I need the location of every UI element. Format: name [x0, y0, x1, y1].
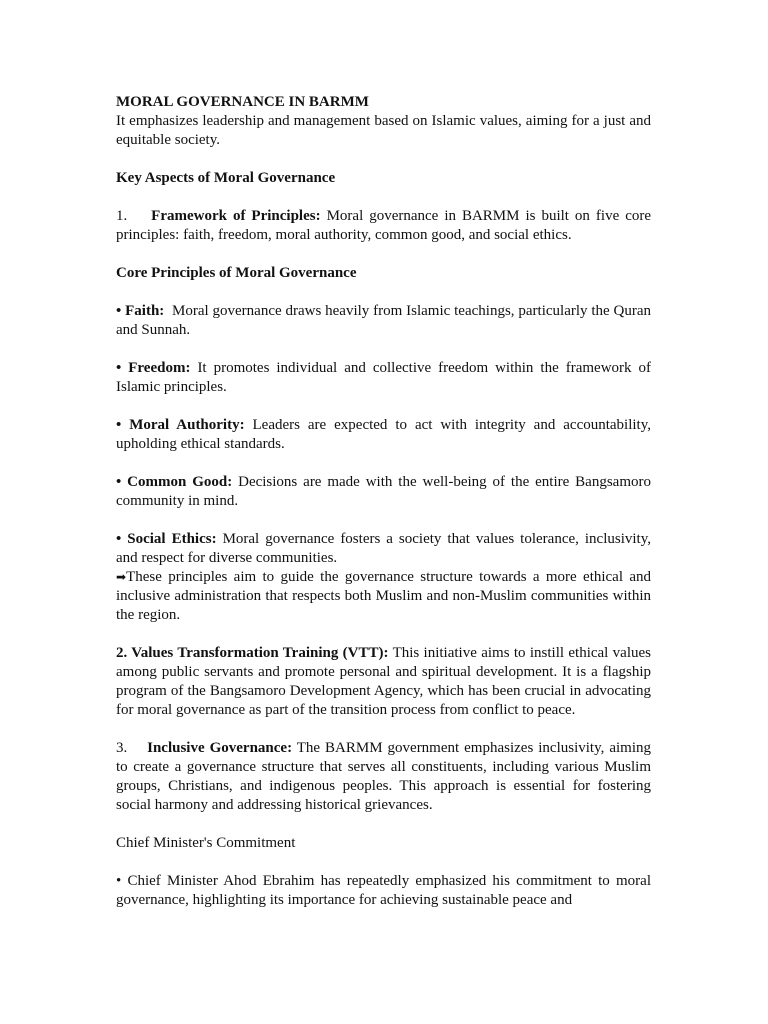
principle-moral-authority	[116, 416, 651, 454]
item-1-paragraph	[116, 207, 651, 245]
arrow-note-paragraph	[116, 568, 651, 625]
item-1-text: Moral governance in BARMM is built on five core principles: faith, freedom, moral authority, common good, and social ethics.	[116, 208, 652, 243]
commitment-heading: Chief Minister's Commitment	[116, 835, 296, 851]
commitment-paragraph	[116, 872, 651, 910]
principle-label: Common Good:	[127, 474, 233, 490]
principle-label: Faith:	[125, 303, 165, 319]
item-2-paragraph	[116, 644, 651, 720]
item-1-number: 1.	[116, 208, 128, 224]
bullet: •	[116, 360, 122, 376]
principle-label: Moral Authority:	[129, 417, 245, 433]
principle-freedom	[116, 359, 651, 397]
key-aspects-heading-text: Key Aspects of Moral Governance	[116, 170, 336, 186]
bullet: •	[116, 531, 122, 547]
core-principles-heading	[116, 264, 651, 283]
item-3-text: The BARMM government emphasizes inclusivity, aiming to create a governance structure that serves all constituents, including various Muslim groups, Christians, and indigenous peoples. This approach is essential for fostering social harmony and addressing historical grievances.	[116, 740, 651, 813]
core-principles-heading-text: Core Principles of Moral Governance	[116, 265, 357, 281]
item-3-paragraph	[116, 739, 651, 815]
principle-faith	[116, 302, 651, 340]
principle-text: Moral governance fosters a society that values tolerance, inclusivity, and respect for diverse communities.	[116, 531, 651, 566]
arrow-note-text: These principles aim to guide the governance structure towards a more ethical and inclusive administration that respects both Muslim and non-Muslim communities within the region.	[116, 569, 651, 623]
document-page	[116, 93, 651, 910]
bullet: •	[116, 417, 122, 433]
item-3-label: Inclusive Governance:	[147, 740, 293, 756]
intro-paragraph: It emphasizes leadership and management based on Islamic values, aiming for a just and equitable society.	[116, 113, 651, 148]
principle-text: Leaders are expected to act with integrity and accountability, upholding ethical standards.	[116, 417, 651, 452]
bullet: •	[116, 303, 122, 319]
commitment-text: Chief Minister Ahod Ebrahim has repeatedly emphasized his commitment to moral governance, highlighting its importance for achieving sustainable peace and	[116, 873, 651, 908]
principle-text: Moral governance draws heavily from Islamic teachings, particularly the Quran and Sunnah.	[116, 303, 652, 338]
arrow-right-icon: ➡	[116, 570, 127, 584]
principle-label: Social Ethics:	[127, 531, 217, 547]
document-title	[116, 93, 651, 112]
key-aspects-heading	[116, 169, 651, 188]
bullet: •	[116, 474, 122, 490]
item-1-label: Framework of Principles:	[151, 208, 321, 224]
item-2-text: This initiative aims to instill ethical values among public servants and promote personal and spiritual development. It is a flagship program of the Bangsamoro Development Agency, which has been crucial in advocating for moral governance as part of the transition process from conflict to peace.	[116, 645, 651, 718]
item-3-number: 3.	[116, 740, 128, 756]
principle-text: It promotes individual and collective freedom within the framework of Islamic principles.	[116, 360, 651, 395]
item-2-label: 2. Values Transformation Training (VTT):	[116, 645, 389, 661]
principle-label: Freedom:	[128, 360, 191, 376]
principle-text: Decisions are made with the well-being of the entire Bangsamoro community in mind.	[116, 474, 651, 509]
principle-social-ethics	[116, 530, 651, 568]
principle-common-good	[116, 473, 651, 511]
bullet: •	[116, 873, 122, 889]
title-text: MORAL GOVERNANCE IN BARMM	[116, 94, 369, 110]
